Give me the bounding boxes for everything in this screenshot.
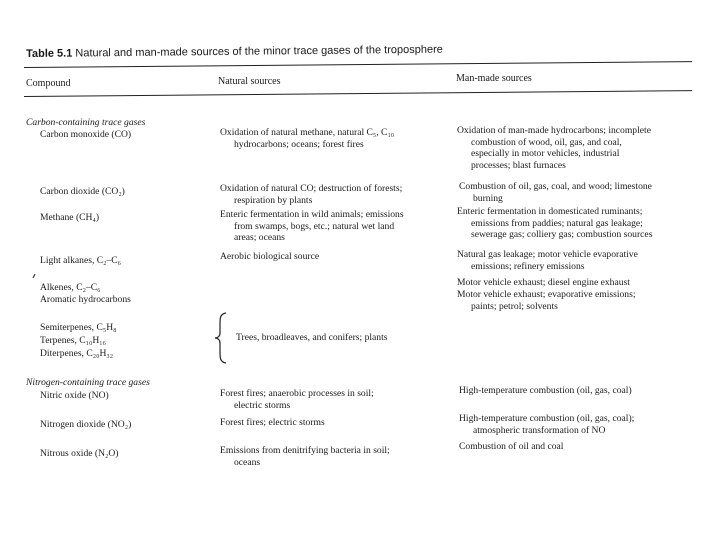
compound-methane: Methane (CH₄) [40, 212, 100, 223]
natural-light-alkanes [220, 251, 319, 263]
manmade-line: combustion of wood, oil, gas, and coal, [471, 136, 622, 148]
natural-line: Aerobic biological source [220, 251, 320, 262]
natural-nitrogen-dioxide [220, 417, 325, 429]
compound-carbon-dioxide: Carbon dioxide (CO₂) [40, 186, 125, 197]
header-rule [24, 90, 692, 97]
manmade-line: emissions from paddies; natural gas leakage; [471, 217, 643, 229]
natural-line: Forest fires; electric storms [220, 417, 325, 428]
compound-terpenes: Terpenes, C₁₀H₁₆ [40, 335, 106, 346]
natural-line: from swamps, bogs, etc.; natural wet land [234, 220, 395, 232]
header-compound: Compound [26, 78, 71, 89]
compound-alkenes: Alkenes, C₂–C₆ [40, 282, 101, 293]
natural-line: Enteric fermentation in wild animals; emissions [220, 209, 404, 220]
section-heading-nitrogen: Nitrogen-containing trace gases [26, 377, 150, 388]
manmade-line: High-temperature combustion (oil, gas, coal) [459, 385, 632, 396]
compound-nitric-oxide: Nitric oxide (NO) [40, 390, 109, 401]
manmade-carbon-monoxide [457, 125, 651, 171]
manmade-aromatic-hydrocarbons [457, 289, 636, 312]
manmade-line: sewerage gas; colliery gas; combustion sources [471, 229, 653, 241]
manmade-line: Combustion of oil, gas, coal, and wood; limestone [459, 181, 652, 192]
compound-semiterpenes: Semiterpenes, C₅H₈ [40, 322, 117, 333]
table-title [26, 44, 443, 60]
top-rule [24, 61, 692, 68]
natural-line: Oxidation of natural methane, natural C₅, C₁₀ [220, 127, 395, 138]
natural-line: hydrocarbons; oceans; forest fires [234, 138, 364, 150]
compound-diterpenes: Diterpenes, C₂₀H₃₂ [40, 348, 114, 359]
manmade-nitrous-oxide [459, 441, 563, 453]
manmade-line: High-temperature combustion (oil, gas, coal); [459, 413, 635, 424]
table-caption: Natural and man-made sources of the minor trace gases of the troposphere [75, 43, 443, 60]
compound-nitrous-oxide: Nitrous oxide (N₂O) [40, 448, 119, 459]
compound-aromatic-hydrocarbons: Aromatic hydrocarbons [40, 294, 131, 305]
natural-carbon-dioxide [220, 183, 402, 206]
natural-carbon-monoxide [220, 127, 394, 150]
natural-line: areas; oceans [234, 232, 285, 244]
manmade-nitrogen-dioxide [459, 413, 634, 436]
natural-terpenes [236, 332, 388, 344]
manmade-line: Natural gas leakage; motor vehicle evaporative [457, 249, 638, 260]
compound-carbon-monoxide: Carbon monoxide (CO) [40, 129, 132, 140]
natural-nitric-oxide [220, 388, 374, 411]
compound-light-alkanes: Light alkanes, C₂–C₆ [40, 255, 122, 266]
natural-nitrous-oxide [220, 445, 390, 468]
manmade-line: Motor vehicle exhaust; evaporative emissions; [457, 289, 636, 300]
table-number: Table 5.1 [26, 47, 73, 60]
manmade-nitric-oxide [459, 385, 632, 397]
manmade-line: paints; petrol; solvents [471, 300, 558, 312]
manmade-line: atmospheric transformation of NO [473, 424, 606, 436]
natural-line: Forest fires; anaerobic processes in soil; [220, 388, 374, 399]
section-heading-carbon: Carbon-containing trace gases [26, 117, 146, 128]
natural-line: electric storms [234, 399, 291, 411]
manmade-line: Oxidation of man-made hydrocarbons; incomplete [457, 125, 651, 136]
manmade-methane [457, 206, 652, 241]
stray-mark-icon [32, 274, 36, 278]
manmade-line: burning [473, 192, 503, 204]
natural-line: Trees, broadleaves, and conifers; plants [236, 332, 388, 343]
natural-line: Emissions from denitrifying bacteria in soil; [220, 445, 390, 456]
header-natural-sources: Natural sources [218, 76, 281, 87]
manmade-carbon-dioxide [459, 181, 652, 204]
natural-line: Oxidation of natural CO; destruction of forests; [220, 183, 403, 194]
natural-line: oceans [234, 456, 261, 468]
compound-nitrogen-dioxide: Nitrogen dioxide (NO₂) [40, 419, 132, 430]
manmade-line: Combustion of oil and coal [459, 441, 564, 452]
natural-methane [220, 209, 404, 244]
natural-line: respiration by plants [234, 194, 313, 206]
manmade-light-alkanes [457, 249, 638, 272]
manmade-line: Motor vehicle exhaust; diesel engine exhaust [457, 277, 630, 288]
header-manmade-sources: Man-made sources [456, 73, 532, 84]
grouping-brace-icon [212, 312, 230, 364]
manmade-line: emissions; refinery emissions [471, 260, 585, 272]
manmade-line: especially in motor vehicles, industrial [471, 148, 620, 160]
manmade-line: Enteric fermentation in domesticated ruminants; [457, 206, 643, 217]
manmade-line: processes; blast furnaces [471, 159, 566, 171]
manmade-alkenes [457, 277, 630, 289]
